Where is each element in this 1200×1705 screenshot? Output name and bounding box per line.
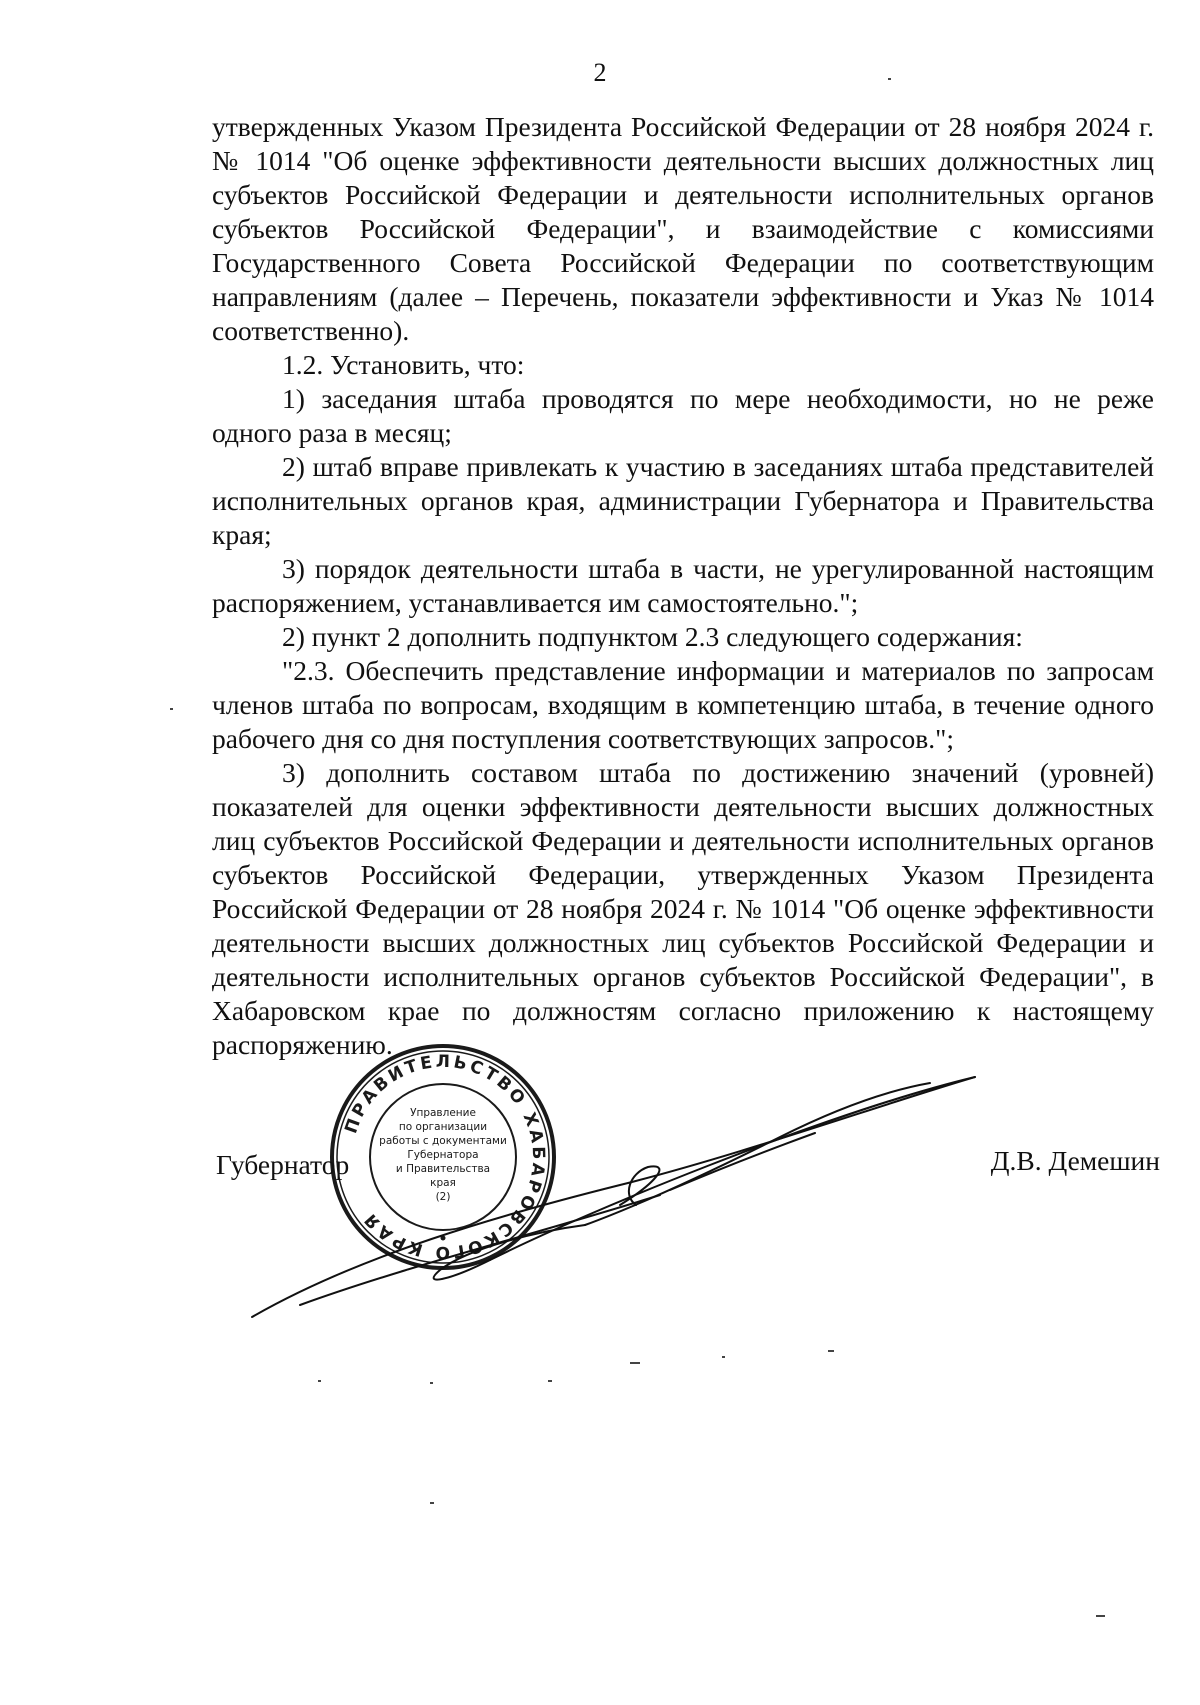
seal-center-line: работы с документами — [379, 1135, 507, 1147]
scan-speck — [318, 1380, 321, 1382]
seal-center-line: Губернатора — [407, 1149, 479, 1161]
seal-center-line: по организации — [398, 1121, 488, 1133]
seal-center-line: (2) — [435, 1191, 451, 1203]
scan-speck — [630, 1362, 640, 1364]
paragraph: утвержденных Указом Президента Российской Федерации от 28 ноября 2024 г. № 1014 "Об оценке эффективности деятельности высших должностных лиц субъектов Российской Федерации и деятельности исполнительных органов субъектов Российской Федерации", и взаимодействие с комиссиями Государственного Совета Российской Федерации по соответствующим направлениям (далее – Перечень, показатели эффективности и Указ № 1014 соответственно). — [212, 111, 1154, 346]
paragraph: 1.2. Установить, что: — [282, 349, 525, 380]
paragraph: "2.3. Обеспечить представление информации и материалов по запросам членов штаба по вопросам, входящим в компетенцию штаба, в течение одного рабочего дня со дня поступления соответствующих запросов."; — [212, 655, 1154, 754]
seal-center-line: края — [430, 1177, 456, 1189]
page-number: 2 — [593, 58, 607, 87]
scan-speck — [170, 708, 173, 710]
paragraph: 2) пункт 2 дополнить подпунктом 2.3 следующего содержания: — [282, 621, 1023, 652]
seal-center-line: Управление — [410, 1107, 476, 1119]
scan-speck — [722, 1356, 725, 1358]
scan-speck — [828, 1350, 834, 1352]
scan-speck — [430, 1502, 434, 1504]
scan-speck — [548, 1380, 552, 1382]
paragraph: 3) дополнить составом штаба по достижению значений (уровней) показателей для оценки эффективности деятельности высших должностных лиц субъектов Российской Федерации и деятельности исполнительных органов субъектов Российской Федерации, утвержденных Указом Президента Российской Федерации от 28 ноября 2024 г. № 1014 "Об оценке эффективности деятельности высших должностных лиц субъектов Российской Федерации и деятельности исполнительных органов субъектов Российской Федерации", в Хабаровском крае по должностям согласно приложению к настоящему распоряжению. — [212, 757, 1154, 1060]
scan-speck — [430, 1382, 433, 1384]
seal-center-line: и Правительства — [395, 1163, 491, 1175]
paragraph: 3) порядок деятельности штаба в части, не урегулированной настоящим распоряжением, устанавливается им самостоятельно."; — [212, 553, 1154, 618]
document-body — [212, 110, 1154, 1062]
seal-ring-text: ПРАВИТЕЛЬСТВО ХАБАРОВСКОГО КРАЯ — [341, 1051, 549, 1263]
signer-position: Губернатор — [216, 1149, 350, 1180]
official-seal — [328, 1042, 558, 1272]
signer-name: Д.В. Демешин — [990, 1145, 1160, 1176]
paragraph: 2) штаб вправе привлекать к участию в заседаниях штаба представителей исполнительных органов края, администрации Губернатора и Правительства края; — [212, 451, 1154, 550]
paragraph: 1) заседания штаба проводятся по мере необходимости, но не реже одного раза в месяц; — [212, 383, 1154, 448]
scan-speck — [1096, 1615, 1105, 1617]
scan-speck — [888, 78, 891, 80]
